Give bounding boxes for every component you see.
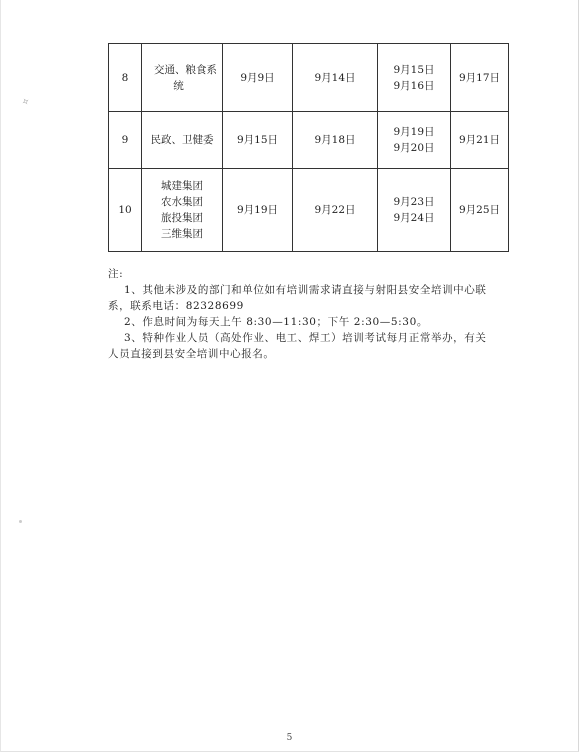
row-number: 10 — [109, 169, 142, 252]
date-line: 9月15日 — [393, 63, 435, 76]
date-cell: 9月19日 — [223, 169, 293, 252]
department-line: 民政、卫健委 — [150, 134, 214, 146]
date-line: 9月24日 — [393, 212, 435, 224]
training-schedule-table — [108, 43, 509, 252]
table-row — [109, 44, 509, 112]
scan-mark: ✧ — [19, 95, 33, 110]
date-range-cell — [378, 44, 451, 112]
row-number: 8 — [109, 44, 142, 112]
date-cell: 9月14日 — [293, 44, 378, 112]
department-cell — [142, 169, 223, 252]
row-number: 9 — [109, 112, 142, 169]
note-item-1-line-2: 系，联系电话：82328699 — [108, 300, 244, 312]
note-item-1-line-1: 1、其他未涉及的部门和单位如有培训需求请直接与射阳县安全培训中心联 — [124, 284, 487, 296]
scan-dot — [19, 520, 22, 523]
date-line: 9月20日 — [393, 142, 435, 154]
date-cell: 9月21日 — [451, 112, 509, 169]
date-range-cell — [378, 169, 451, 252]
notes-heading: 注: — [108, 268, 124, 280]
date-cell: 9月17日 — [451, 44, 509, 112]
date-line: 9月19日 — [393, 126, 435, 138]
date-cell: 9月22日 — [293, 169, 378, 252]
department-line: 旅投集团 — [161, 212, 203, 224]
date-cell: 9月9日 — [223, 44, 293, 112]
note-item-2: 2、作息时间为每天上午 8:30—11:30；下午 2:30—5:30。 — [124, 316, 428, 328]
date-cell: 9月25日 — [451, 169, 509, 252]
page-number: 5 — [286, 733, 293, 743]
department-line: 统 — [173, 79, 184, 92]
date-cell: 9月15日 — [223, 112, 293, 169]
department-cell — [142, 112, 223, 169]
date-line: 9月16日 — [393, 79, 435, 92]
note-item-3-line-2: 人员直接到县安全培训中心报名。 — [108, 348, 275, 360]
department-cell — [142, 44, 223, 112]
department-line: 三维集团 — [161, 228, 203, 240]
department-line: 城建集团 — [161, 180, 203, 192]
note-item-3-line-1: 3、特种作业人员（高处作业、电工、焊工）培训考试每月正常举办，有关 — [124, 332, 487, 344]
table-row — [109, 112, 509, 169]
date-range-cell — [378, 112, 451, 169]
department-line: 交通、粮食系 — [154, 63, 217, 76]
date-line: 9月23日 — [393, 196, 435, 208]
date-cell: 9月18日 — [293, 112, 378, 169]
table-row — [109, 169, 509, 252]
department-line: 农水集团 — [161, 196, 203, 208]
notes-section — [108, 266, 508, 362]
